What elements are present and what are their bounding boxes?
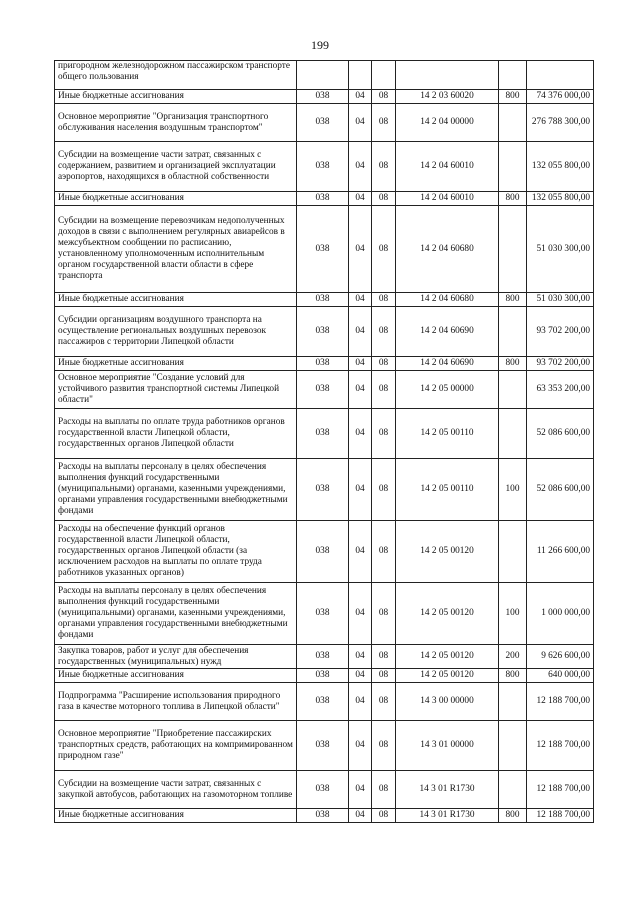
section-code: 04 [349,307,372,357]
admin-code: 038 [297,809,349,823]
admin-code: 038 [297,90,349,104]
subsection-code: 08 [372,771,396,809]
subsection-code: 08 [372,645,396,669]
amount: 51 030 300,00 [527,206,594,293]
target-code: 14 2 05 00120 [396,669,499,683]
row-name: Расходы на обеспечение функций органов государственной власти Липецкой области, государственных органов Липецкой области (за исключением расходов на выплаты по оплате труда работников указанных органов) [55,521,297,583]
admin-code: 038 [297,645,349,669]
section-code: 04 [349,104,372,142]
admin-code: 038 [297,371,349,409]
table-row [55,142,594,192]
section-code: 04 [349,459,372,521]
target-code: 14 2 03 60020 [396,90,499,104]
expense-type [499,142,527,192]
amount [527,61,594,90]
admin-code: 038 [297,104,349,142]
admin-code: 038 [297,357,349,371]
row-name: Иные бюджетные ассигнования [55,669,297,683]
target-code: 14 2 04 60010 [396,142,499,192]
row-name: Расходы на выплаты персоналу в целях обеспечения выполнения функций государственными (муниципальными) органами, казенными учреждениями, органами управления государственными внебюджетными фондами [55,583,297,645]
table-row [55,669,594,683]
section-code: 04 [349,583,372,645]
row-name: Основное мероприятие "Организация транспортного обслуживания населения воздушным транспортом" [55,104,297,142]
expense-type [499,371,527,409]
target-code: 14 2 04 00000 [396,104,499,142]
section-code: 04 [349,409,372,459]
admin-code: 038 [297,721,349,771]
amount: 12 188 700,00 [527,771,594,809]
table-row [55,293,594,307]
row-name: Субсидии организациям воздушного транспорта на осуществление региональных воздушных перевозок пассажиров с территории Липецкой области [55,307,297,357]
row-name: Расходы на выплаты по оплате труда работников органов государственной власти Липецкой области, государственных органов Липецкой области [55,409,297,459]
amount: 93 702 200,00 [527,357,594,371]
target-code: 14 3 01 00000 [396,721,499,771]
section-code: 04 [349,721,372,771]
table-row [55,809,594,823]
row-name: Иные бюджетные ассигнования [55,809,297,823]
row-name: Субсидии на возмещение перевозчикам недополученных доходов в связи с выполнением регулярных авиарейсов в межсубъектном сообщении по расписанию, установленному уполномоченным исполнительным органом государственной власти области в сфере транспорта [55,206,297,293]
section-code: 04 [349,809,372,823]
subsection-code: 08 [372,357,396,371]
expense-type: 800 [499,293,527,307]
admin-code: 038 [297,206,349,293]
row-name: Иные бюджетные ассигнования [55,293,297,307]
row-name: Иные бюджетные ассигнования [55,192,297,206]
row-name: Субсидии на возмещение части затрат, связанных с закупкой автобусов, работающих на газомоторном топливе [55,771,297,809]
admin-code: 038 [297,583,349,645]
section-code: 04 [349,357,372,371]
expense-type [499,104,527,142]
expense-type: 800 [499,809,527,823]
section-code: 04 [349,521,372,583]
row-name: пригородном железнодорожном пассажирском транспорте общего пользования [55,61,297,90]
table-row [55,61,594,90]
row-name: Иные бюджетные ассигнования [55,90,297,104]
expense-type: 800 [499,192,527,206]
admin-code: 038 [297,142,349,192]
table-row [55,192,594,206]
amount: 52 086 600,00 [527,409,594,459]
page-number: 199 [311,38,329,52]
subsection-code: 08 [372,142,396,192]
expense-type [499,206,527,293]
budget-table [54,60,594,823]
admin-code: 038 [297,459,349,521]
expense-type [499,61,527,90]
expense-type [499,721,527,771]
subsection-code: 08 [372,90,396,104]
row-name: Иные бюджетные ассигнования [55,357,297,371]
target-code: 14 2 05 00110 [396,459,499,521]
table-row [55,521,594,583]
table-row [55,771,594,809]
amount: 12 188 700,00 [527,721,594,771]
subsection-code: 08 [372,104,396,142]
expense-type [499,409,527,459]
amount: 11 266 600,00 [527,521,594,583]
admin-code: 038 [297,521,349,583]
section-code: 04 [349,371,372,409]
expense-type [499,771,527,809]
subsection-code: 08 [372,206,396,293]
amount: 93 702 200,00 [527,307,594,357]
table-row [55,645,594,669]
amount: 1 000 000,00 [527,583,594,645]
subsection-code: 08 [372,459,396,521]
target-code: 14 2 05 00000 [396,371,499,409]
target-code: 14 2 04 60690 [396,357,499,371]
expense-type [499,521,527,583]
section-code: 04 [349,192,372,206]
subsection-code: 08 [372,521,396,583]
admin-code: 038 [297,409,349,459]
amount: 132 055 800,00 [527,142,594,192]
expense-type [499,683,527,721]
table-row [55,459,594,521]
row-name: Закупка товаров, работ и услуг для обеспечения государственных (муниципальных) нужд [55,645,297,669]
table-row [55,409,594,459]
table-row [55,583,594,645]
amount: 51 030 300,00 [527,293,594,307]
target-code: 14 2 04 60680 [396,293,499,307]
admin-code: 038 [297,771,349,809]
target-code: 14 2 05 00120 [396,521,499,583]
section-code [349,61,372,90]
target-code: 14 3 01 R1730 [396,771,499,809]
amount: 276 788 300,00 [527,104,594,142]
admin-code: 038 [297,307,349,357]
section-code: 04 [349,293,372,307]
table-row [55,683,594,721]
subsection-code: 08 [372,721,396,771]
amount: 63 353 200,00 [527,371,594,409]
target-code: 14 2 05 00120 [396,583,499,645]
target-code [396,61,499,90]
amount: 132 055 800,00 [527,192,594,206]
row-name: Основное мероприятие "Приобретение пассажирских транспортных средств, работающих на компримированном природном газе" [55,721,297,771]
admin-code: 038 [297,683,349,721]
admin-code [297,61,349,90]
subsection-code: 08 [372,409,396,459]
section-code: 04 [349,90,372,104]
expense-type: 100 [499,459,527,521]
subsection-code: 08 [372,371,396,409]
section-code: 04 [349,142,372,192]
section-code: 04 [349,669,372,683]
amount: 52 086 600,00 [527,459,594,521]
expense-type: 100 [499,583,527,645]
subsection-code: 08 [372,293,396,307]
budget-table-body [55,61,594,823]
table-row [55,104,594,142]
subsection-code: 08 [372,307,396,357]
target-code: 14 2 04 60680 [396,206,499,293]
expense-type: 200 [499,645,527,669]
expense-type [499,307,527,357]
table-row [55,90,594,104]
section-code: 04 [349,771,372,809]
section-code: 04 [349,683,372,721]
amount: 12 188 700,00 [527,683,594,721]
row-name: Расходы на выплаты персоналу в целях обеспечения выполнения функций государственными (муниципальными) органами, казенными учреждениями, органами управления государственными внебюджетными фондами [55,459,297,521]
section-code: 04 [349,645,372,669]
amount: 12 188 700,00 [527,809,594,823]
target-code: 14 2 04 60690 [396,307,499,357]
target-code: 14 2 05 00120 [396,645,499,669]
subsection-code [372,61,396,90]
admin-code: 038 [297,192,349,206]
table-row [55,206,594,293]
table-row [55,371,594,409]
subsection-code: 08 [372,192,396,206]
expense-type: 800 [499,90,527,104]
subsection-code: 08 [372,669,396,683]
target-code: 14 3 01 R1730 [396,809,499,823]
target-code: 14 2 04 60010 [396,192,499,206]
admin-code: 038 [297,669,349,683]
target-code: 14 2 05 00110 [396,409,499,459]
target-code: 14 3 00 00000 [396,683,499,721]
table-row [55,721,594,771]
subsection-code: 08 [372,809,396,823]
amount: 9 626 600,00 [527,645,594,669]
row-name: Основное мероприятие "Создание условий для устойчивого развития транспортной системы Липецкой области" [55,371,297,409]
amount: 74 376 000,00 [527,90,594,104]
expense-type: 800 [499,357,527,371]
subsection-code: 08 [372,583,396,645]
subsection-code: 08 [372,683,396,721]
admin-code: 038 [297,293,349,307]
amount: 640 000,00 [527,669,594,683]
table-row [55,307,594,357]
row-name: Подпрограмма "Расширение использования природного газа в качестве моторного топлива в Липецкой области" [55,683,297,721]
expense-type: 800 [499,669,527,683]
row-name: Субсидии на возмещение части затрат, связанных с содержанием, развитием и организацией эксплуатации аэропортов, находящихся в областной собственности [55,142,297,192]
table-row [55,357,594,371]
section-code: 04 [349,206,372,293]
